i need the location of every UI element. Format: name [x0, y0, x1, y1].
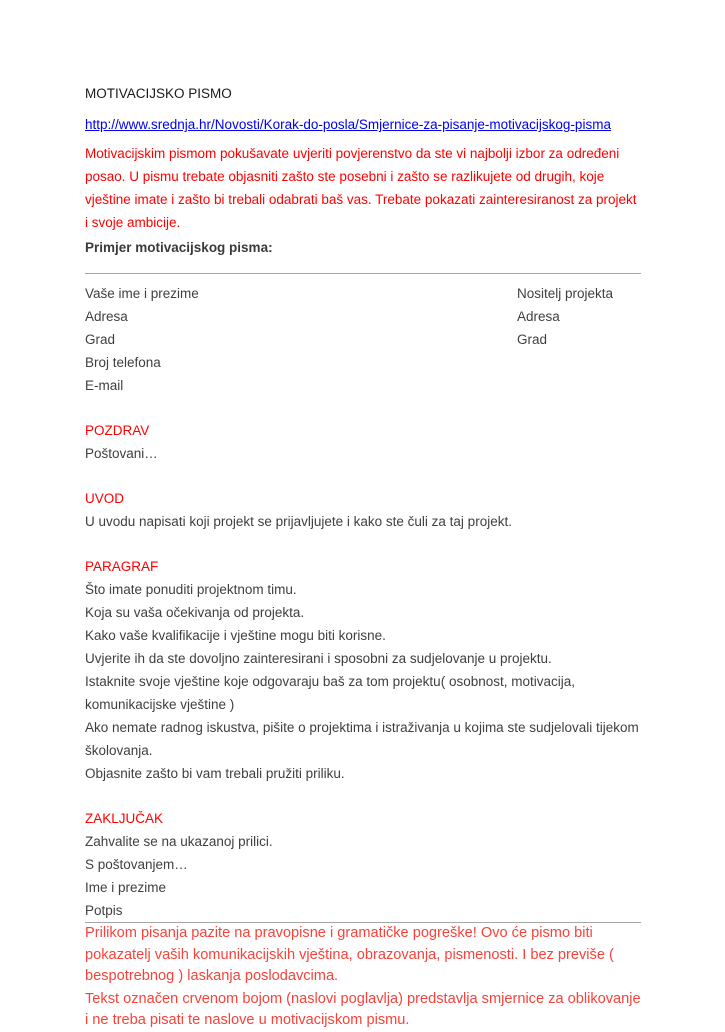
section-line: Uvjerite ih da ste dovoljno zainteresirani i sposobni za sudjelovanje u projektu.	[85, 651, 552, 666]
section-paragraf	[85, 555, 641, 785]
source-link[interactable]: http://www.srednja.hr/Novosti/Korak-do-posla/Smjernice-za-pisanje-motivacijskog-pisma	[85, 117, 611, 132]
section-line: Kako vaše kvalifikacije i vještine mogu biti korisne.	[85, 628, 386, 643]
page-title: MOTIVACIJSKO PISMO	[85, 86, 232, 101]
section-pozdrav	[85, 419, 641, 465]
section-line: Ime i prezime	[85, 880, 167, 895]
sender-line: E-mail	[85, 378, 124, 393]
section-line: Zahvalite se na ukazanoj prilici.	[85, 834, 273, 849]
sender-line: Broj telefona	[85, 355, 161, 370]
section-line: Što imate ponuditi projektnom timu.	[85, 582, 297, 597]
sender-line: Grad	[85, 332, 116, 347]
divider-top	[85, 273, 641, 274]
sender-line: Adresa	[85, 309, 128, 324]
address-block	[85, 282, 641, 397]
section-line: U uvodu napisati koji projekt se prijavljujete i kako ste čuli za taj projekt.	[85, 514, 512, 529]
sender-line: Vaše ime i prezime	[85, 286, 199, 301]
recipient-block	[517, 282, 641, 397]
section-line: Istaknite svoje vještine koje odgovaraju baš za tom projektu( osobnost, motivacija, komunikacijske vještine )	[85, 674, 576, 712]
section-line: S poštovanjem…	[85, 857, 188, 872]
section-line: Objasnite zašto bi vam trebali pružiti priliku.	[85, 766, 345, 781]
recipient-line: Grad	[517, 332, 548, 347]
section-line: Potpis	[85, 903, 123, 918]
section-line: Koja su vaša očekivanja od projekta.	[85, 605, 305, 620]
section-heading: POZDRAV	[85, 423, 150, 438]
section-uvod	[85, 487, 641, 533]
footer-note: Tekst označen crvenom bojom (naslovi poglavlja) predstavlja smjernice za oblikovanje i ne treba pisati te naslove u motivacijskom pismu.	[85, 990, 641, 1028]
section-heading: ZAKLJUČAK	[85, 811, 164, 826]
section-line: Poštovani…	[85, 446, 158, 461]
example-label: Primjer motivacijskog pisma:	[85, 240, 273, 255]
intro-note: Motivacijskim pismom pokušavate uvjeriti povjerenstvo da ste vi najbolji izbor za određeni posao. U pismu trebate objasniti zašto ste posebni i zašto se razlikujete od drugih, koje vještine imate i zašto bi trebali odabrati baš vas. Trebate pokazati zainteresiranost za projekt i svoje ambicije.	[85, 146, 637, 230]
section-zakljucak	[85, 807, 641, 922]
section-heading: UVOD	[85, 491, 125, 506]
sender-block	[85, 282, 517, 397]
footer-note: Prilikom pisanja pazite na pravopisne i gramatičke pogreške! Ovo će pismo biti pokazatelj vaših komunikacijskih vještina, obrazovanja, pismenosti. I bez previše ( bespotrebnog ) laskanja poslodavcima.	[85, 925, 614, 984]
recipient-line: Adresa	[517, 309, 560, 324]
recipient-line: Nositelj projekta	[517, 286, 614, 301]
section-line: Ako nemate radnog iskustva, pišite o projektima i istraživanja u kojima ste sudjelovali tijekom školovanja.	[85, 720, 639, 758]
section-heading: PARAGRAF	[85, 559, 159, 574]
